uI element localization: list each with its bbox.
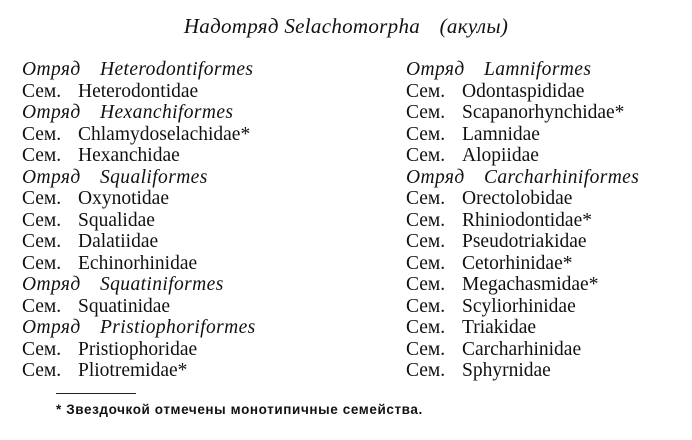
family-keyword: Сем. [406,102,446,123]
family-keyword: Сем. [22,360,62,381]
family-name: Squalidae [78,209,155,231]
family-row [22,124,256,146]
family-row [406,210,639,232]
family-name: Scyliorhinidae [462,295,576,317]
family-name: Echinorhinidae [78,252,198,274]
family-keyword: Сем. [22,123,62,145]
family-keyword: Сем. [406,360,446,381]
order-name: Carcharhiniformes [484,166,640,188]
footnote-marker: * [56,402,62,417]
family-name: Rhiniodontidae* [462,209,592,231]
family-name: Carcharhinidae [462,338,582,360]
family-row [406,81,639,103]
order-name: Squatiniformes [100,274,224,295]
order-row [22,274,256,296]
order-keyword: Отряд [22,274,81,295]
order-keyword: Отряд [406,59,465,80]
family-row [406,188,639,210]
family-keyword: Сем. [406,188,446,209]
family-row [22,296,256,318]
order-keyword: Отряд [22,166,81,188]
family-name: Odontaspididae [462,80,585,102]
family-name: Sphyrnidae [462,360,551,381]
family-name: Triakidae [462,317,537,338]
title-note: (акулы) [439,14,509,38]
family-keyword: Сем. [22,80,62,102]
family-name: Orectolobidae [462,188,573,209]
family-row [22,210,256,232]
family-keyword: Сем. [406,80,446,102]
family-name: Hexanchidae [78,145,180,166]
family-keyword: Сем. [406,274,446,295]
order-row [22,317,256,339]
family-keyword: Сем. [406,145,446,166]
family-name: Heterodontidae [78,80,199,102]
family-keyword: Сем. [22,252,62,274]
family-row [406,253,639,275]
left-taxonomy-column [22,59,256,382]
right-taxonomy-column [406,59,639,382]
family-row [22,231,256,253]
family-keyword: Сем. [406,123,446,145]
family-name: Squatinidae [78,295,171,317]
family-row [22,360,256,382]
family-row [406,360,639,382]
family-row [22,81,256,103]
family-row [22,145,256,167]
family-name: Pliotremidae* [78,360,188,381]
family-keyword: Сем. [406,317,446,338]
order-row [406,167,639,189]
order-name: Heterodontiformes [100,59,254,80]
footnote [56,402,423,417]
family-name: Cetorhinidae* [462,252,573,274]
family-name: Chlamydoselachidae* [78,123,251,145]
family-keyword: Сем. [406,209,446,231]
family-name: Lamnidae [462,123,540,145]
family-keyword: Сем. [22,209,62,231]
order-keyword: Отряд [22,317,81,338]
family-row [406,124,639,146]
family-keyword: Сем. [406,252,446,274]
family-row [406,274,639,296]
family-name: Megachasmidae* [462,274,599,295]
family-name: Dalatiidae [78,231,159,252]
family-row [22,188,256,210]
family-row [406,339,639,361]
footnote-divider [56,393,136,394]
family-row [406,296,639,318]
family-keyword: Сем. [406,338,446,360]
order-row [22,102,256,124]
order-keyword: Отряд [406,166,465,188]
family-keyword: Сем. [22,145,62,166]
page-title [0,14,692,39]
family-name: Oxynotidae [78,188,169,209]
order-keyword: Отряд [22,59,81,80]
family-name: Pseudotriakidae [462,231,587,252]
footnote-text: Звездочкой отмечены монотипичные семейства. [66,402,423,417]
order-row [406,59,639,81]
order-name: Lamniformes [484,59,592,80]
title-prefix: Надотряд [183,14,279,38]
family-keyword: Сем. [22,188,62,209]
family-keyword: Сем. [406,295,446,317]
family-row [406,317,639,339]
family-row [406,145,639,167]
order-name: Pristiophoriformes [100,317,256,338]
order-row [22,59,256,81]
family-keyword: Сем. [22,338,62,360]
order-row [22,167,256,189]
family-row [22,253,256,275]
title-taxon-name: Selachomorpha [284,14,421,38]
family-row [406,231,639,253]
order-name: Hexanchiformes [100,102,234,123]
family-row [406,102,639,124]
family-name: Pristiophoridae [78,338,198,360]
family-row [22,339,256,361]
family-keyword: Сем. [22,295,62,317]
family-keyword: Сем. [22,231,62,252]
family-name: Scapanorhynchidae* [462,102,625,123]
order-keyword: Отряд [22,102,81,123]
order-name: Squaliformes [100,166,208,188]
family-keyword: Сем. [406,231,446,252]
family-name: Alopiidae [462,145,539,166]
